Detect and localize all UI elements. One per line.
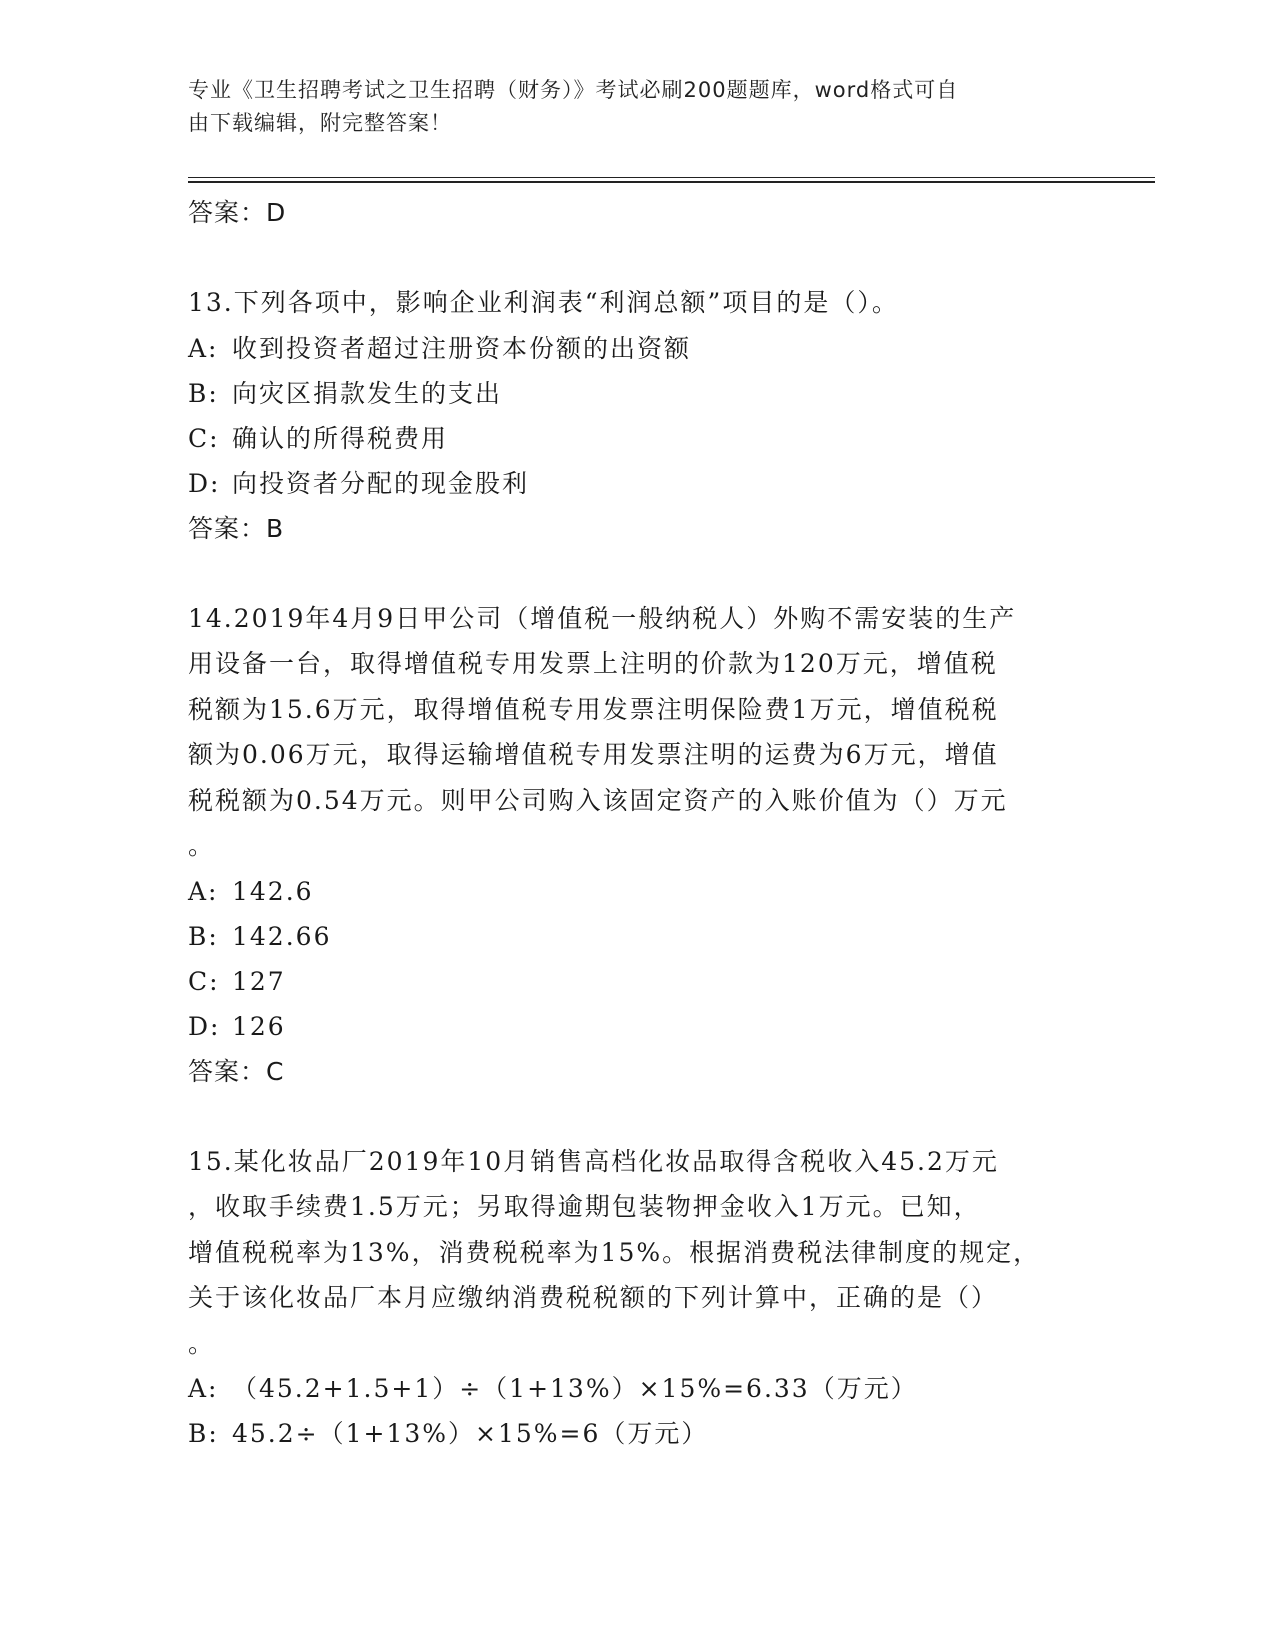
stem-line: 。 [188, 831, 216, 860]
header-line-1: 专业《卫生招聘考试之卫生招聘（财务）》考试必刷200题题库，word格式可自 [188, 78, 959, 102]
question-14 [188, 596, 1088, 1094]
question-13 [188, 280, 1088, 551]
question-15 [188, 1139, 1088, 1457]
stem-line: 额为0.06万元，取得运输增值税专用发票注明的运费为6万元，增值 [188, 740, 999, 769]
answer-label: 答案：C [188, 1056, 285, 1086]
document-header [188, 74, 1068, 140]
stem-line: 用设备一台，取得增值税专用发票上注明的价款为120万元，增值税 [188, 649, 998, 678]
option-label: A: [188, 876, 219, 906]
option-label: D: [188, 1011, 221, 1041]
stem-line: 增值税税率为13%，消费税税率为15%。根据消费税法律制度的规定， [188, 1237, 1041, 1267]
option-text: 126 [232, 1011, 286, 1041]
option-label: D: [188, 468, 221, 498]
option-label: C: [188, 423, 220, 453]
option-a [188, 326, 1088, 371]
stem-line: 。 [188, 1328, 216, 1358]
header-divider-thin [188, 177, 1155, 178]
option-text: 142.66 [232, 921, 332, 951]
option-text: 向灾区捐款发生的支出 [232, 378, 503, 408]
question-stem [188, 280, 1078, 326]
stem-line: ，收取手续费1.5万元；另取得逾期包装物押金收入1万元。已知， [188, 1192, 981, 1221]
stem-line: 关于该化妆品厂本月应缴纳消费税税额的下列计算中，正确的是（） [188, 1283, 999, 1312]
option-label: A: [188, 1374, 219, 1403]
answer-label: 答案：D [188, 198, 287, 227]
answer-label: 答案：B [188, 513, 285, 543]
stem-line: 14.2019年4月9日甲公司（增值税一般纳税人）外购不需安装的生产 [188, 603, 1017, 633]
option-text: 向投资者分配的现金股利 [232, 468, 530, 498]
header-line-2: 由下载编辑，附完整答案！ [188, 111, 452, 135]
option-label: B: [188, 921, 219, 951]
option-a [188, 869, 1088, 914]
header-divider-thick [188, 181, 1155, 183]
question-list [188, 190, 1088, 1456]
question-stem [188, 1139, 1078, 1367]
option-text: 142.6 [232, 876, 314, 906]
option-b [188, 371, 1088, 416]
option-d [188, 1004, 1088, 1049]
option-d [188, 461, 1088, 506]
option-b [188, 914, 1088, 959]
option-text: （45.2+1.5+1）÷（1+13%）×15%=6.33（万元） [232, 1374, 918, 1403]
option-text: 127 [232, 966, 286, 996]
option-c [188, 416, 1088, 461]
option-a [188, 1366, 1088, 1411]
stem-line: 税额为15.6万元，取得增值税专用发票注明保险费1万元，增值税税 [188, 694, 999, 724]
option-text: 确认的所得税费用 [232, 423, 449, 453]
stem-line: 13.下列各项中，影响企业利润表“利润总额”项目的是（）。 [188, 288, 899, 317]
option-label: B: [188, 1419, 219, 1448]
question-stem [188, 596, 1078, 869]
option-text: 收到投资者超过注册资本份额的出资额 [232, 333, 692, 363]
option-label: C: [188, 966, 220, 996]
option-label: A: [188, 333, 219, 363]
option-b [188, 1411, 1088, 1456]
stem-line: 15.某化妆品厂2019年10月销售高档化妆品取得含税收入45.2万元 [188, 1146, 999, 1176]
stem-line: 税税额为0.54万元。则甲公司购入该固定资产的入账价值为（）万元 [188, 785, 1008, 815]
option-c [188, 959, 1088, 1004]
option-text: 45.2÷（1+13%）×15%=6（万元） [232, 1419, 709, 1448]
option-label: B: [188, 378, 219, 408]
